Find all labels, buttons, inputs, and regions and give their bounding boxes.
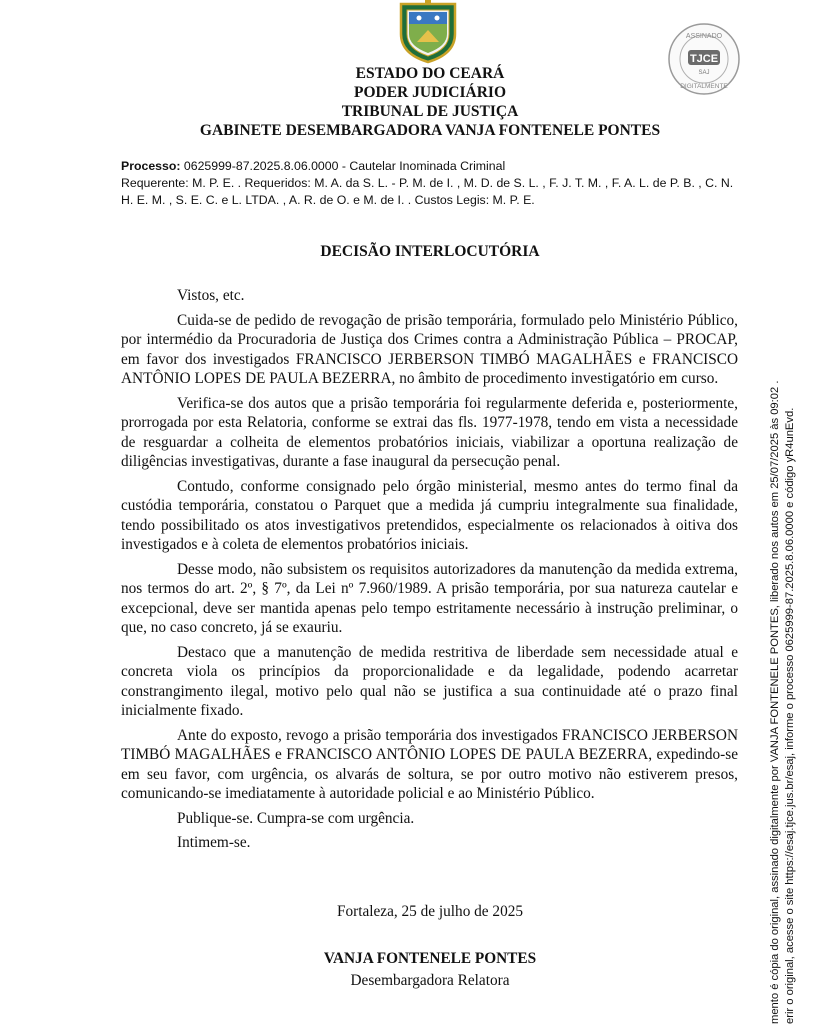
paragraph: Contudo, conforme consignado pelo órgão ministerial, mesmo antes do termo final da custódia temporária, constatou o Parquet que a medida já cumpriu integralmente sua finalidade, tendo possibilitado os atos investigativos pretendidos, especialmente os relacionados à oitiva dos investigados e à coleta de elementos probatórios iniciais. bbox=[121, 477, 738, 553]
header-power: PODER JUDICIÁRIO bbox=[354, 84, 506, 101]
side-stamp-line-2: erir o original, acesse o site https://esaj.tjce.jus.br/esaj, informe o processo 0625999-87.2025.8.06.0000 e código yR4unEvd. bbox=[784, 407, 796, 1024]
process-label: Processo: bbox=[121, 159, 181, 173]
process-number: 0625999-87.2025.8.06.0000 - Cautelar Inominada Criminal bbox=[180, 159, 506, 173]
document-date: Fortaleza, 25 de julho de 2025 bbox=[336, 903, 524, 920]
paragraph: Verifica-se dos autos que a prisão temporária foi regularmente deferida e, posteriormente, prorrogada por esta Relatoria, conforme se extrai das fls. 1977-1978, tendo em vista a necessidade de resguardar a colheita de elementos probatórios iniciais, viabilizar a oportuna realização de diligências investigativas, durante a fase inaugural da persecução penal. bbox=[121, 394, 738, 470]
seal-bottom-text: DIGITALMENTE bbox=[680, 83, 728, 90]
paragraph: Desse modo, não subsistem os requisitos autorizadores da manutenção da medida extrema, nos termos do art. 2º, § 7º, da Lei nº 7.960/1989. A prisão temporária, por sua natureza cautelar e excepcional, deve ser mantida apenas pelo tempo estritamente necessário à instrução preliminar, o que, no caso concreto, já se exauriu. bbox=[121, 560, 738, 636]
process-number-line bbox=[121, 158, 746, 175]
document-title: DECISÃO INTERLOCUTÓRIA bbox=[320, 243, 540, 260]
side-stamp-text bbox=[760, 24, 819, 1024]
signer-name: VANJA FONTENELE PONTES bbox=[323, 950, 537, 967]
decision-body bbox=[121, 286, 738, 858]
side-stamp-line-1: mento é cópia do original, assinado digitalmente por VANJA FONTENELE PONTES, liberado nos autos em 25/07/2025 às 09:02 . bbox=[769, 380, 781, 1024]
header-court: TRIBUNAL DE JUSTIÇA bbox=[341, 103, 519, 120]
seal-center-text: TJCE bbox=[689, 53, 719, 65]
document-header bbox=[150, 64, 710, 140]
signer-role: Desembargadora Relatora bbox=[350, 972, 510, 989]
header-office: GABINETE DESEMBARGADORA VANJA FONTENELE PONTES bbox=[199, 122, 661, 139]
paragraph: Vistos, etc. bbox=[177, 287, 245, 304]
process-info bbox=[121, 158, 746, 209]
paragraph: Destaco que a manutenção de medida restritiva de liberdade sem necessidade atual e concreta viola os princípios da proporcionalidade e da legalidade, podendo acarretar constrangimento ilegal, motivo pelo qual não se justifica a sua continuidade até o prazo final inicialmente fixado. bbox=[121, 643, 738, 719]
seal-small-text: SAJ bbox=[698, 70, 710, 76]
paragraph: Ante do exposto, revogo a prisão temporária dos investigados FRANCISCO JERBERSON TIMBÓ MAGALHÃES e FRANCISCO ANTÔNIO LOPES DE PAULA BEZERRA, expedindo-se em seu favor, com urgência, os alvarás de soltura, se por outro motivo não estiverem presos, comunicando-se imediatamente à autoridade policial e ao Ministério Público. bbox=[121, 726, 738, 802]
process-parties: Requerente: M. P. E. . Requeridos: M. A. da S. L. - P. M. de I. , M. D. de S. L. , F. J. T. M. , F. A. L. de P. B. , C. N. H. E. M. , S. E. C. e L. LTDA. , A. R. de O. e M. de I. . Custos Legis: M. P. E. bbox=[121, 176, 734, 207]
paragraph: Intimem-se. bbox=[177, 834, 251, 851]
header-state: ESTADO DO CEARÁ bbox=[355, 65, 505, 82]
paragraph: Publique-se. Cumpra-se com urgência. bbox=[177, 809, 415, 827]
seal-top-text: ASSINADO bbox=[685, 33, 723, 40]
paragraph: Cuida-se de pedido de revogação de prisão temporária, formulado pelo Ministério Público, por intermédio da Procuradoria de Justiça dos Crimes contra a Administração Pública – PROCAP, em favor dos investigados FRANCISCO JERBERSON TIMBÓ MAGALHÃES e FRANCISCO ANTÔNIO LOPES DE PAULA BEZERRA, no âmbito de procedimento investigatório em curso. bbox=[121, 311, 738, 387]
side-authentication-stamp bbox=[760, 0, 819, 1024]
ceara-coat-of-arms-icon bbox=[395, 0, 461, 64]
